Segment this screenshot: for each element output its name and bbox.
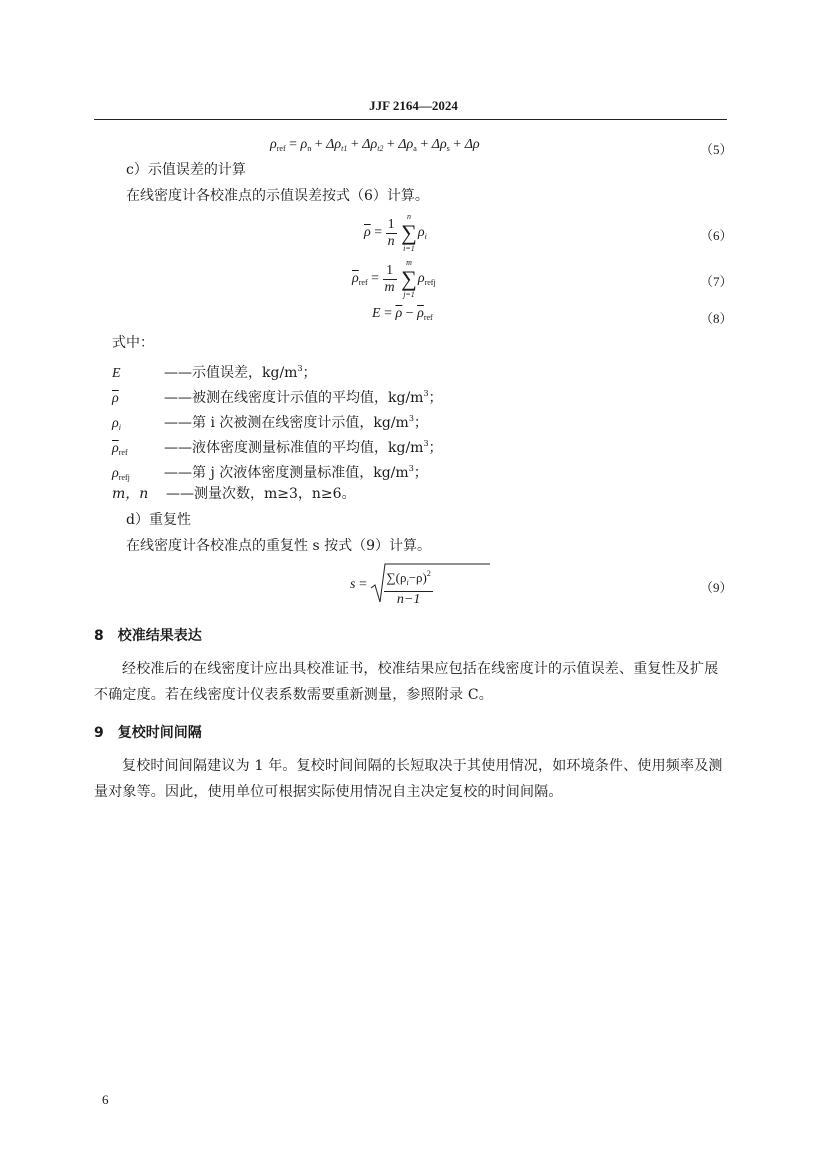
eq9-sqrt: [370, 562, 432, 608]
eq7-term-sub: refj: [424, 278, 436, 288]
eq5-term-5: Δρ: [431, 137, 447, 152]
header-rule: [94, 119, 727, 120]
eq9-denominator: n−1: [384, 591, 432, 608]
eq5-term-4-sub: a: [413, 144, 417, 153]
eq7-frac-den: m: [384, 279, 395, 295]
equation-7: $\overline{\rho}_{ref}$ = $\frac{1}{m}$ m ∑ j=1 $\rho_{refj}$: [352, 258, 436, 299]
where-symbol-cell: [112, 389, 164, 409]
equation-5: $\rho_{ref} = \rho_n + \Delta\rho_{t1} + \Delta\rho_{t2} + \Delta\rho_a + \Delta\rho_s + \Delta\rho$: [270, 137, 480, 153]
where-symbol: ρ: [112, 416, 119, 431]
where-tail: ；: [413, 415, 428, 431]
equation-6: $\overline{\rho}$ = $\frac{1}{n}$ n ∑ i=1 $\rho_i$: [364, 212, 427, 253]
eq8-term-a: $\overline{\rho}$: [395, 306, 403, 321]
eq5-term-3: Δρ: [362, 137, 378, 152]
where-description: ——测量次数，m≥3，n≥6。: [166, 486, 356, 502]
document-code: JJF 2164—2024: [369, 98, 458, 113]
eq9-numerator-tail: −ρ): [408, 570, 427, 585]
section-d-label: d）重复性: [126, 512, 191, 528]
where-description: ——被测在线密度计示值的平均值，kg/m: [164, 390, 424, 406]
where-symbol-sub: ref: [118, 448, 128, 457]
eq6-fraction: [386, 217, 397, 250]
eq7-lhs-sub: ref: [358, 278, 368, 288]
eq5-term-3-sub: t2: [377, 144, 384, 153]
eq7-term: ρ: [417, 271, 425, 286]
eq7-fraction: [383, 263, 397, 296]
page-number: 6: [102, 1092, 109, 1107]
eq8-term-b: $\overline{\rho}$: [417, 306, 424, 321]
where-unit-sup: 3: [408, 414, 414, 423]
equation-7-number: （7）: [700, 274, 733, 289]
eq5-term-2-sub: t1: [341, 144, 348, 153]
equation-9-number: （9）: [700, 580, 733, 595]
where-item: [112, 384, 443, 409]
eq7-frac-num: 1: [386, 262, 394, 278]
where-unit-sup: 3: [408, 464, 414, 473]
equation-6-number: （6）: [700, 228, 733, 243]
eq5-term-6: Δρ: [464, 137, 480, 152]
where-unit-sup: 3: [423, 389, 429, 398]
where-tail: ；: [428, 440, 443, 456]
eq7-sum: m ∑ j=1: [401, 258, 417, 299]
eq6-term: ρ: [417, 225, 425, 240]
sqrt-sign-icon: [370, 562, 490, 604]
eq6-frac-num: 1: [387, 216, 395, 232]
eq5-lhs-sub: ref: [276, 144, 286, 153]
where-description: ——示值误差，kg/m: [164, 365, 298, 381]
section-8-body: 经校准后的在线密度计应出具校准证书，校准结果应包括在线密度计的示值误差、重复性及扩展不确定度。若在线密度计仪表系数需要重新测量，参照附录 C。: [94, 661, 719, 703]
where-symbol: $\overline{\rho}$: [112, 441, 119, 456]
where-symbol: m，n: [112, 486, 149, 502]
where-label: 式中：: [112, 335, 154, 351]
eq5-term-2: Δρ: [326, 137, 342, 152]
where-unit-sup: 3: [423, 439, 429, 448]
eq5-lhs: ρ: [270, 137, 277, 152]
eq7-sum-bottom: j=1: [403, 290, 415, 299]
where-tail: ；: [413, 465, 428, 481]
equation-5-number: （5）: [700, 142, 733, 157]
eq5-term-4: Δρ: [398, 137, 414, 152]
section-9-heading: 9 复校时间间隔: [94, 725, 202, 741]
where-tail: ；: [302, 365, 317, 381]
eq5-term-1: ρ: [300, 137, 308, 152]
equation-8-number: （8）: [700, 311, 733, 326]
eq6-sum-top: n: [406, 212, 411, 221]
eq6-term-sub: i: [424, 232, 427, 242]
eq9-numerator-text: ∑(ρ: [386, 570, 407, 585]
eq6-sum: n ∑ i=1: [401, 212, 417, 253]
eq5-term-1-sub: n: [307, 144, 312, 153]
where-symbol: ρ: [112, 466, 119, 481]
eq6-frac-den: n: [387, 233, 395, 249]
equation-9: s = $\frac{\sum(\rho_i-\rho)^2}{n-1}$: [350, 562, 433, 608]
equation-8: $E = \overline{\rho} - \overline{\rho}_{ref}$: [372, 306, 433, 322]
where-symbol: $\overline{\rho}$: [112, 391, 119, 406]
eq6-sum-bottom: i=1: [403, 244, 415, 253]
where-symbol: E: [112, 366, 121, 381]
where-item: [112, 359, 317, 384]
section-d-intro: 在线密度计各校准点的重复性 s 按式（9）计算。: [126, 538, 431, 554]
section-c-label: c）示值误差的计算: [126, 162, 246, 178]
eq6-lhs: $\overline{\rho}$: [364, 225, 371, 241]
eq9-lhs: s: [350, 577, 356, 592]
section-c-intro: 在线密度计各校准点的示值误差按式（6）计算。: [126, 188, 429, 204]
section-8-heading: 8 校准结果表达: [94, 628, 202, 644]
where-description: ——第 i 次被测在线密度计示值，kg/m: [164, 415, 409, 431]
eq8-lhs: E: [372, 306, 381, 321]
eq8-term-b-sub: ref: [423, 313, 433, 322]
where-description: ——第 j 次液体密度测量标准值，kg/m: [164, 465, 409, 481]
where-symbol-sub: i: [118, 423, 121, 432]
section-9-body: 复校时间间隔建议为 1 年。复校时间间隔的长短取决于其使用情况，如环境条件、使用频率及测量对象等。因此，使用单位可根据实际使用情况自主决定复校的时间间隔。: [94, 758, 723, 800]
where-tail: ；: [428, 390, 443, 406]
where-item: [112, 484, 356, 504]
eq9-numerator-sub: i: [406, 578, 409, 587]
eq5-term-5-sub: s: [446, 144, 450, 153]
eq9-numerator-sup: 2: [426, 569, 431, 578]
where-symbol-sub: refj: [118, 473, 130, 482]
where-unit-sup: 3: [297, 364, 303, 373]
eq7-lhs: $\overline{\rho}$: [352, 271, 359, 287]
where-description: ——液体密度测量标准值的平均值，kg/m: [164, 440, 424, 456]
eq7-sum-top: m: [406, 258, 412, 267]
